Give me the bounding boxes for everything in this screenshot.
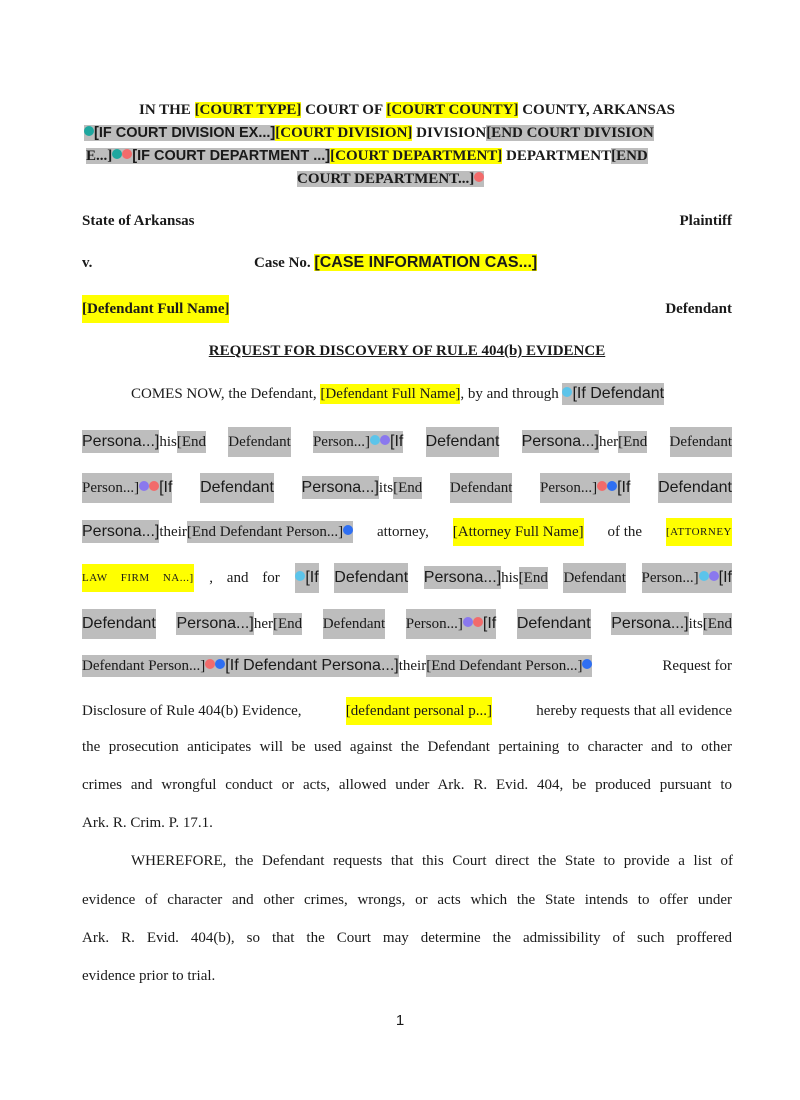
end-persona-tag[interactable]: Person...] <box>405 616 463 632</box>
if-court-department-tag[interactable]: [IF COURT DEPARTMENT ...] <box>132 148 331 164</box>
pronoun-their: their <box>159 524 187 540</box>
condition-marker-icon <box>149 481 159 491</box>
end-persona-tag[interactable]: [End Defendant Person...] <box>186 524 344 540</box>
caption-plaintiff-row <box>82 209 732 233</box>
if-persona-tag[interactable]: Persona...] <box>522 430 599 453</box>
end-persona-tag[interactable]: [End <box>393 477 422 499</box>
caption-defendant-row <box>82 295 732 323</box>
if-persona-tag[interactable]: Persona...] <box>302 476 379 499</box>
body-line-3 <box>82 473 732 503</box>
defendant-personal-pronoun-field[interactable]: [defendant personal p...] <box>346 697 492 725</box>
condition-marker-icon <box>463 617 473 627</box>
condition-marker-icon <box>112 149 122 159</box>
header-text: IN THE <box>138 102 195 118</box>
attorney-law-firm-field-cont[interactable]: LAW FIRM NA...] <box>82 564 194 592</box>
end-persona-tag[interactable]: Person...] <box>312 434 371 450</box>
pronoun-their: their <box>398 658 427 674</box>
end-persona-tag[interactable]: [End <box>703 613 732 635</box>
end-persona-tag[interactable]: Defendant <box>82 658 145 674</box>
pronoun-her: her <box>253 616 273 632</box>
end-persona-tag[interactable]: Defendant <box>563 563 625 593</box>
if-persona-tag[interactable]: Persona...] <box>424 566 501 589</box>
court-header-line-4 <box>297 167 484 191</box>
end-persona-tag[interactable]: [End <box>618 431 647 453</box>
defendant-name-field[interactable]: [Defendant Full Name] <box>82 295 229 323</box>
if-persona-tag[interactable]: Defendant <box>334 563 408 593</box>
if-persona-tag[interactable]: [If <box>617 479 631 496</box>
page-number: 1 <box>395 1012 405 1029</box>
body-text: attorney, <box>376 524 429 540</box>
defendant-full-name-field[interactable]: [Defendant Full Name] <box>320 386 461 402</box>
condition-marker-icon <box>370 435 380 445</box>
header-text: COUNTY, ARKANSAS <box>518 102 676 118</box>
defendant-label: Defendant <box>665 301 732 317</box>
if-persona-tag[interactable]: [If <box>718 569 732 586</box>
header-text: COURT OF <box>301 102 387 118</box>
end-persona-tag[interactable]: Person...] <box>641 570 699 586</box>
pronoun-her: her <box>598 434 619 450</box>
if-persona-tag[interactable]: [If <box>482 615 497 632</box>
if-persona-tag[interactable]: Persona...] <box>82 520 159 543</box>
condition-marker-icon <box>84 126 94 136</box>
body-line-11: Ark. R. Crim. P. 17.1. <box>82 815 213 831</box>
condition-marker-icon <box>562 387 572 397</box>
wherefore-line-4: evidence prior to trial. <box>82 968 216 984</box>
case-no-label: Case No. <box>254 255 315 271</box>
if-court-division-tag[interactable]: [IF COURT DIVISION EX...] <box>94 125 276 141</box>
pronoun-its: its <box>378 480 394 496</box>
if-persona-tag[interactable]: [If <box>390 433 404 450</box>
body-text: hereby requests that all evidence <box>536 703 732 719</box>
end-persona-tag[interactable]: Person...] <box>148 658 206 674</box>
condition-marker-icon <box>205 659 215 669</box>
if-persona-tag[interactable]: Defendant <box>426 427 500 457</box>
if-persona-tag[interactable]: [If Defendant Persona...] <box>225 657 399 674</box>
plaintiff-name: State of Arkansas <box>82 213 195 229</box>
wherefore-line-2: evidence of character and other crimes, wrongs, or acts which the State intends to offer under <box>82 892 732 908</box>
versus-label: v. <box>82 255 93 271</box>
pronoun-its: its <box>688 616 703 632</box>
condition-marker-icon <box>122 149 132 159</box>
body-line-1 <box>131 382 733 406</box>
document-title <box>82 339 732 363</box>
condition-marker-icon <box>582 659 592 669</box>
end-persona-tag[interactable]: Defendant <box>228 427 290 457</box>
end-persona-tag[interactable]: [End <box>177 431 206 453</box>
attorney-full-name-field[interactable]: [Attorney Full Name] <box>453 518 584 546</box>
court-division-field[interactable]: [COURT DIVISION] <box>275 125 413 141</box>
body-text: COMES NOW, the Defendant, <box>131 386 321 402</box>
case-number-field[interactable]: [CASE INFORMATION CAS...] <box>314 254 538 271</box>
condition-marker-icon <box>597 481 607 491</box>
condition-marker-icon <box>343 525 353 535</box>
pronoun-his: his <box>501 570 519 586</box>
header-text: DEPARTMENT <box>502 148 612 164</box>
body-line-7 <box>82 654 732 678</box>
body-text: , by and through <box>460 386 563 402</box>
court-header-line-1 <box>82 98 732 122</box>
if-persona-tag[interactable]: Persona...] <box>176 612 253 635</box>
if-persona-tag[interactable]: Defendant <box>200 473 274 503</box>
condition-marker-icon <box>295 571 305 581</box>
end-persona-tag[interactable]: Defendant <box>450 473 512 503</box>
condition-marker-icon <box>699 571 709 581</box>
court-county-field[interactable]: [COURT COUNTY] <box>386 102 519 118</box>
condition-marker-icon <box>607 481 617 491</box>
body-line-6 <box>82 609 732 639</box>
body-line-4 <box>82 518 732 546</box>
end-persona-tag[interactable]: Person...] <box>82 480 140 496</box>
end-court-department-tag[interactable]: [END <box>611 148 648 164</box>
court-header-line-2 <box>84 121 734 145</box>
body-line-9: the prosecution anticipates will be used against the Defendant pertaining to character and to other <box>82 739 732 755</box>
pronoun-his: his <box>159 434 177 450</box>
if-persona-tag-cont[interactable]: Persona...] <box>82 430 159 453</box>
attorney-law-firm-field[interactable]: [ATTORNEY <box>666 518 732 546</box>
court-type-field[interactable]: [COURT TYPE] <box>194 102 302 118</box>
condition-marker-icon <box>709 571 719 581</box>
wherefore-line-1: WHEREFORE, the Defendant requests that this Court direct the State to provide a list of <box>131 853 733 869</box>
court-department-field[interactable]: [COURT DEPARTMENT] <box>330 148 503 164</box>
if-persona-tag[interactable]: Defendant <box>517 609 591 639</box>
if-persona-tag[interactable]: Persona...] <box>611 612 688 635</box>
condition-marker-icon <box>474 172 484 182</box>
body-text: , and for <box>209 570 280 586</box>
court-header-line-3 <box>86 144 736 168</box>
condition-marker-icon <box>380 435 390 445</box>
body-line-2 <box>82 427 732 457</box>
end-court-division-tag[interactable]: [END COURT DIVISION <box>486 125 654 141</box>
body-text: of the <box>607 524 643 540</box>
end-court-department-tag-cont[interactable]: COURT DEPARTMENT...] <box>297 171 475 187</box>
if-persona-tag[interactable]: [If <box>305 569 319 586</box>
if-persona-tag[interactable]: [If <box>159 479 173 496</box>
body-line-8 <box>82 697 732 725</box>
end-persona-tag[interactable]: [End Defendant Person...] <box>426 658 583 674</box>
wherefore-line-3: Ark. R. Evid. 404(b), so that the Court may determine the admissibility of such proffered <box>82 930 732 946</box>
caption-case-row <box>82 251 732 275</box>
plaintiff-label: Plaintiff <box>679 213 732 229</box>
end-persona-tag[interactable]: Defendant <box>670 427 732 457</box>
end-persona-tag[interactable]: [End <box>519 567 548 589</box>
body-line-5 <box>82 563 732 593</box>
condition-marker-icon <box>473 617 483 627</box>
if-persona-tag[interactable]: Defendant <box>658 473 732 503</box>
end-court-division-tag-cont[interactable]: E...] <box>86 148 113 164</box>
end-persona-tag[interactable]: Defendant <box>323 609 385 639</box>
if-persona-tag[interactable]: [If Defendant <box>572 385 665 402</box>
end-persona-tag[interactable]: [End <box>273 613 302 635</box>
body-text: Disclosure of Rule 404(b) Evidence, <box>82 703 302 719</box>
body-text: Request for <box>662 658 732 674</box>
body-line-10: crimes and wrongful conduct or acts, allowed under Ark. R. Evid. 404, be produced pursuant to <box>82 777 732 793</box>
if-persona-tag[interactable]: Defendant <box>82 609 156 639</box>
condition-marker-icon <box>139 481 149 491</box>
end-persona-tag[interactable]: Person...] <box>540 480 598 496</box>
condition-marker-icon <box>215 659 225 669</box>
title-text: REQUEST FOR DISCOVERY OF RULE 404(b) EVIDENCE <box>208 343 606 359</box>
header-text: DIVISION <box>412 125 487 141</box>
